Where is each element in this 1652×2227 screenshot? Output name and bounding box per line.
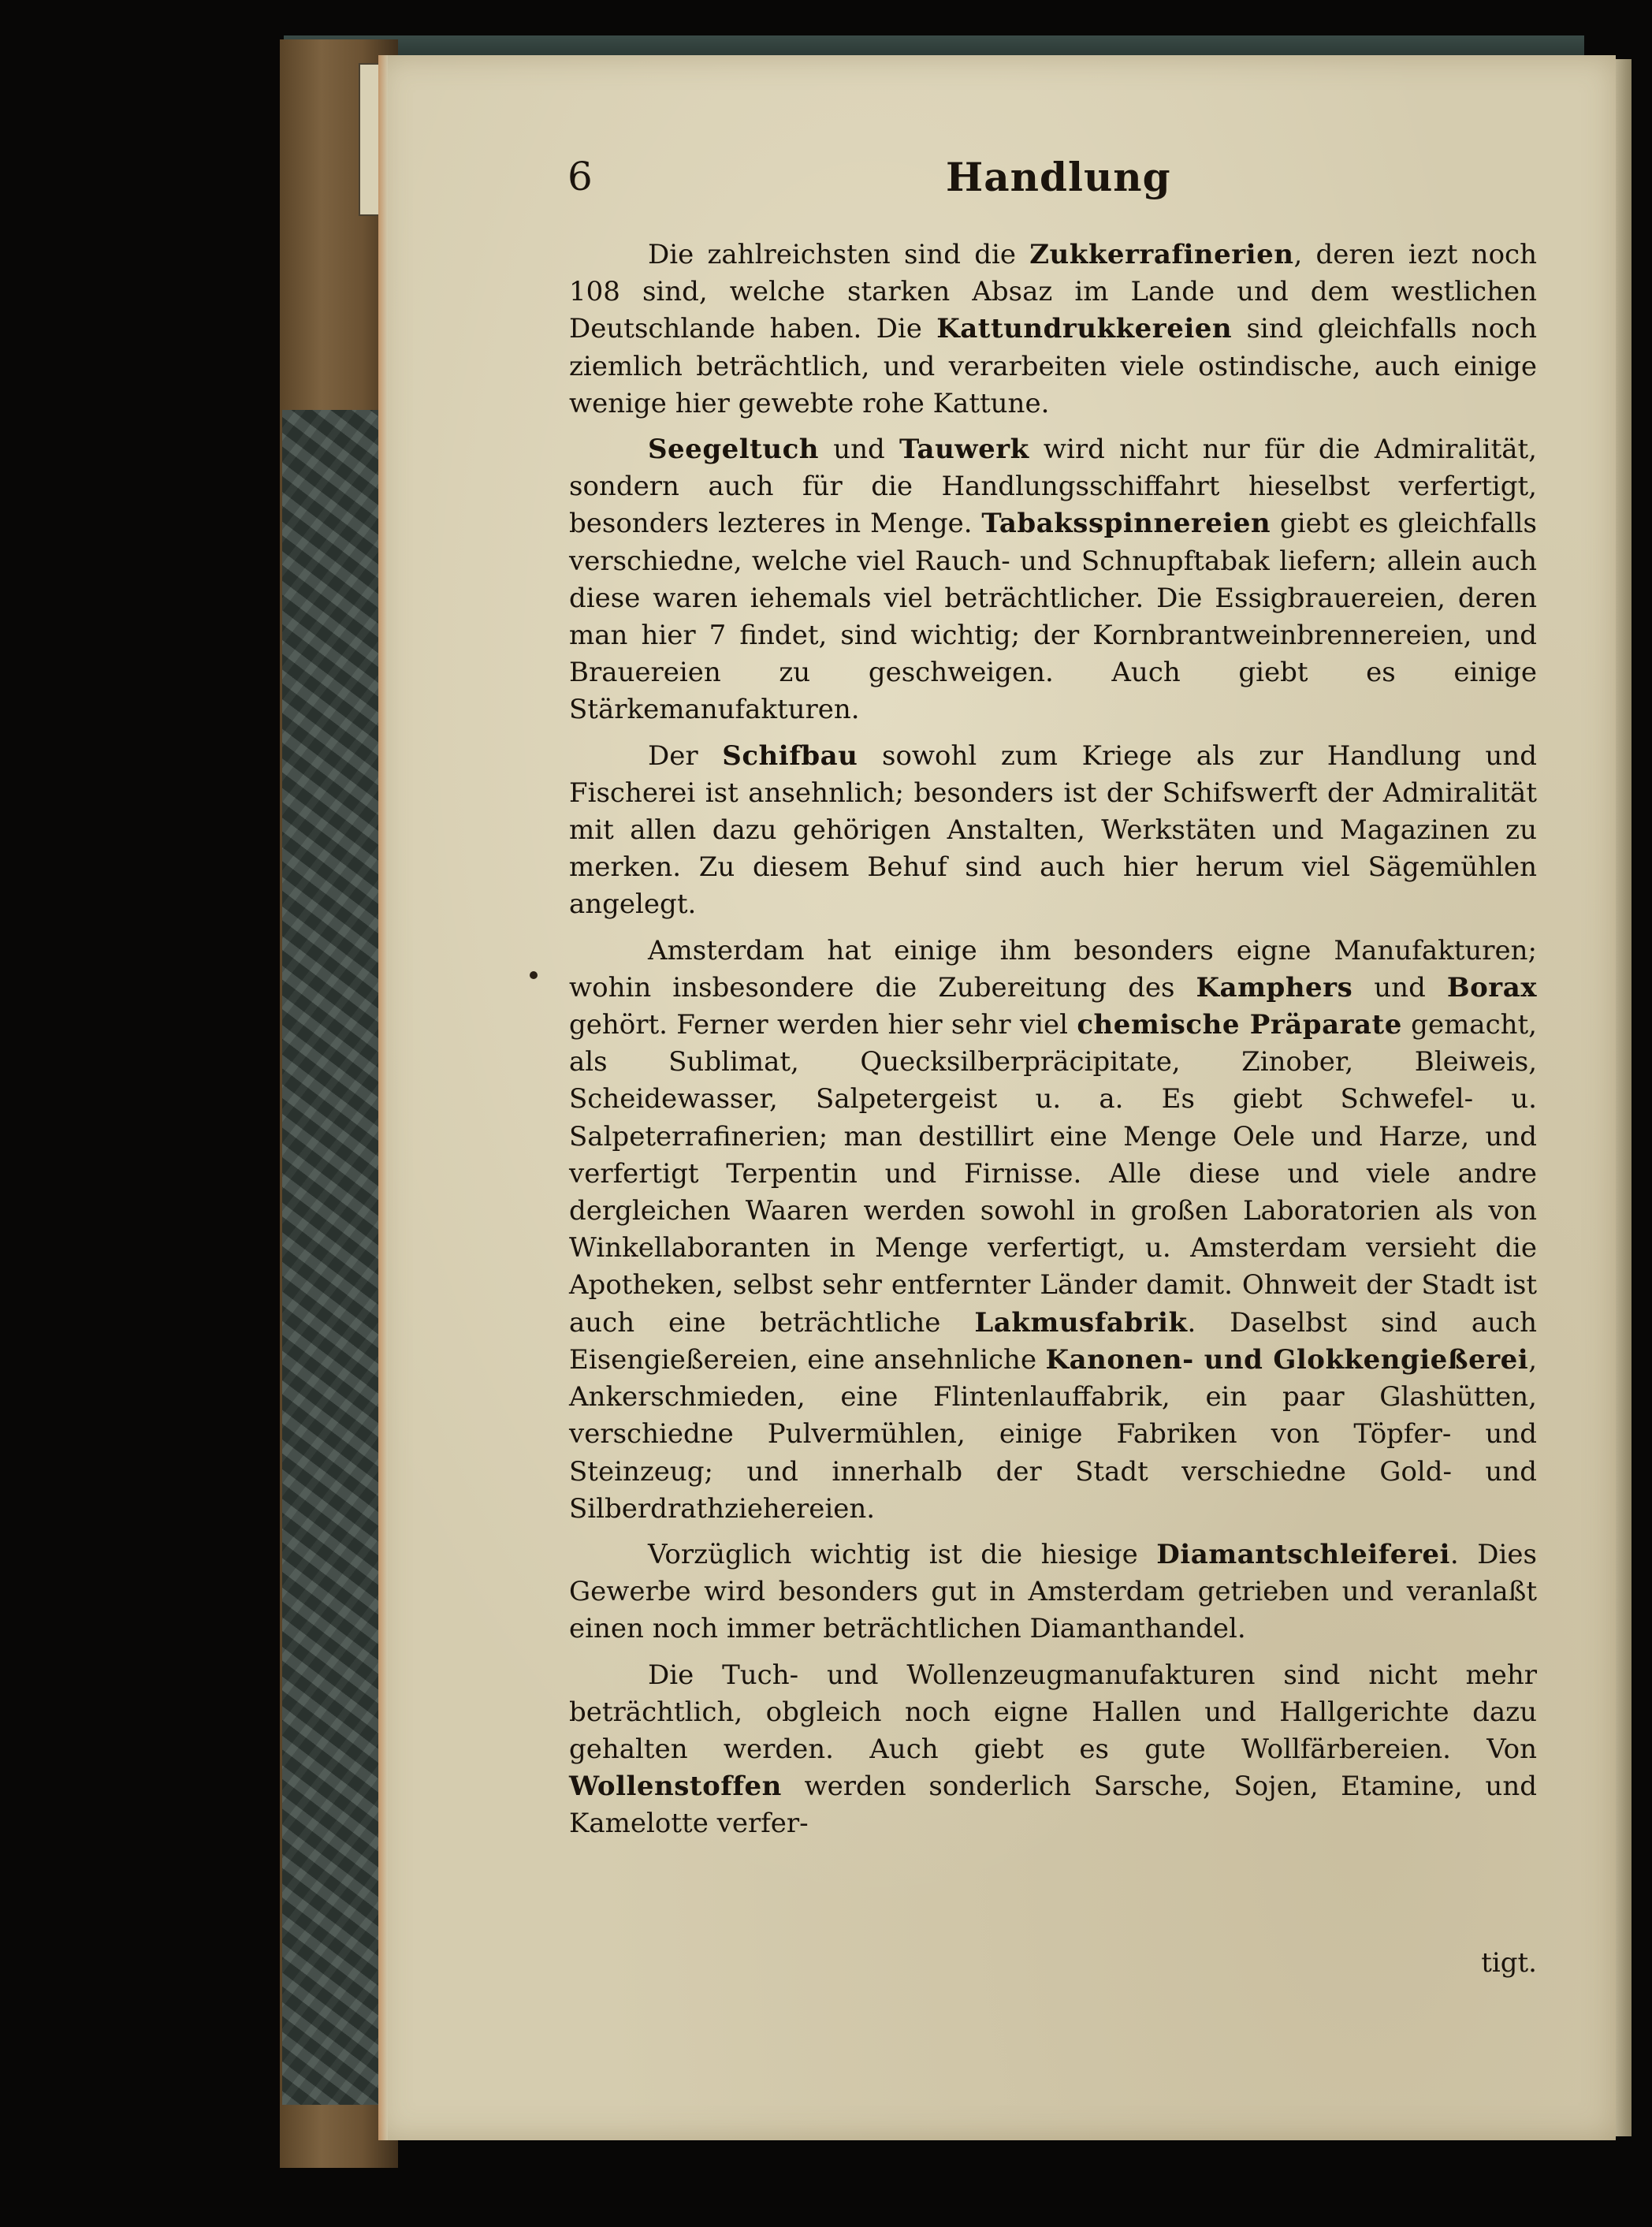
text-run: Amsterdam hat einige ihm besonders eigne Manufakturen; wohin insbesondere die Zubereitung des [569, 934, 1537, 1004]
running-title: Handlung [946, 154, 1171, 200]
text-run: , deren iezt noch 108 sind, welche starken Absaz im Lande und dem westlichen Deutschlande haben. Die [569, 239, 1537, 345]
text-run: und [1352, 971, 1447, 1004]
highlighted-term: Lakmusfabrik [974, 1306, 1188, 1339]
page-number: 6 [567, 154, 593, 199]
paragraph [569, 738, 1537, 924]
text-run: Vorzüglich wichtig ist die hiesige [648, 1538, 1157, 1570]
text-run: Die Tuch- und Wollenzeugmanufakturen sind nicht mehr beträchtlich, obgleich noch eigne Hallen und Hallgerichte dazu gehalten werden. Auch giebt es gute Wollfärbereien. Von [569, 1659, 1537, 1765]
highlighted-term: Borax [1446, 971, 1537, 1004]
ink-mark [530, 971, 538, 979]
highlighted-term: Kattundrukkereien [936, 313, 1233, 345]
highlighted-term: Diamantschleiferei [1156, 1538, 1450, 1570]
highlighted-term: Schifbau [722, 739, 858, 772]
marbled-cover-paper [282, 410, 389, 2105]
text-run: werden sonderlich Sarsche, Sojen, Etamine, und Kamelotte verfer- [569, 1771, 1537, 1840]
text-run: , Ankerschmieden, eine Flintenlauffabrik, ein paar Glashütten, verschiedne Pulvermühlen, einige Fabriken von Töpfer- und Steinzeug; und innerhalb der Stadt verschiedne Gold- und Silberdrathziehereien. [569, 1343, 1538, 1525]
page-header [567, 154, 1537, 209]
text-run: sind gleichfalls noch ziemlich beträchtlich, und verarbeiten viele ostindische, auch einige wenige hier gewebte rohe Kattune. [569, 313, 1537, 419]
text-run: . Daselbst sind auch Eisengießereien, eine ansehnliche [569, 1306, 1538, 1376]
paragraph [569, 933, 1537, 1528]
text-run: Die zahlreichsten sind die [648, 239, 1030, 270]
highlighted-term: Seegeltuch [648, 434, 819, 466]
highlighted-term: Kamphers [1196, 971, 1353, 1004]
highlighted-term: Tauwerk [899, 434, 1029, 466]
text-run: . Dies Gewerbe wird besonders gut in Amsterdam getrieben und veranlaßt einen noch immer beträchtlichen Diamanthandel. [569, 1538, 1537, 1645]
text-run: sowohl zum Kriege als zur Handlung und Fischerei ist ansehnlich; besonders ist der Schifswerft der Admiralität mit allen dazu gehörigen Anstalten, Werkstäten und Magazinen zu merken. Zu diesem Behuf sind auch hier herum viel Sägemühlen angelegt. [569, 739, 1537, 921]
paragraph [569, 431, 1537, 729]
text-run: gehört. Ferner werden hier sehr viel [569, 1009, 1077, 1041]
text-run: Der [648, 739, 723, 772]
text-run: gemacht, als Sublimat, Quecksilberpräcipitate, Zinober, Bleiweis, Scheidewasser, Salpetergeist u. a. Es giebt Schwefel- u. Salpeterrafinerien; man destillirt eine Menge Oele und Harze, und verfertigt Terpentin und Firnisse. Alle diese und viele andre dergleichen Waaren werden sowohl in großen Laboratorien als von Winkellaboranten in Menge verfertigt, u. Amsterdam versieht die Apotheken, selbst sehr entfernter Länder damit. Ohnweit der Stadt ist auch eine beträchtliche [569, 1009, 1537, 1339]
paragraph [569, 236, 1537, 423]
text-run: wird nicht nur für die Admiralität, sondern auch für die Handlungsschiffahrt hieselbst verfertigt, besonders lezteres in Menge. [569, 434, 1537, 540]
paragraph [569, 1536, 1537, 1648]
text-run: giebt es gleichfalls verschiedne, welche viel Rauch- und Schnupftabak liefern; allein auch diese waren iehemals viel beträchtlicher. Die Essigbrauereien, deren man hier 7 findet, sind wichtig; der Kornbrantweinbrennereien, und Brauereien zu geschweigen. Auch giebt es einige Stärkemanufakturen. [569, 508, 1537, 726]
highlighted-term: Tabaksspinnereien [981, 508, 1271, 540]
catchword: tigt. [1481, 1947, 1537, 1979]
body-text [569, 236, 1537, 1843]
highlighted-term: Zukkerrafinerien [1029, 239, 1294, 270]
page-gutter-stain [378, 55, 388, 2140]
highlighted-term: Kanonen- und Glokkengießerei [1045, 1343, 1529, 1376]
highlighted-term: Wollenstoffen [569, 1771, 782, 1803]
text-run: und [819, 434, 899, 466]
paragraph [569, 1657, 1537, 1843]
highlighted-term: chemische Präparate [1077, 1009, 1402, 1041]
